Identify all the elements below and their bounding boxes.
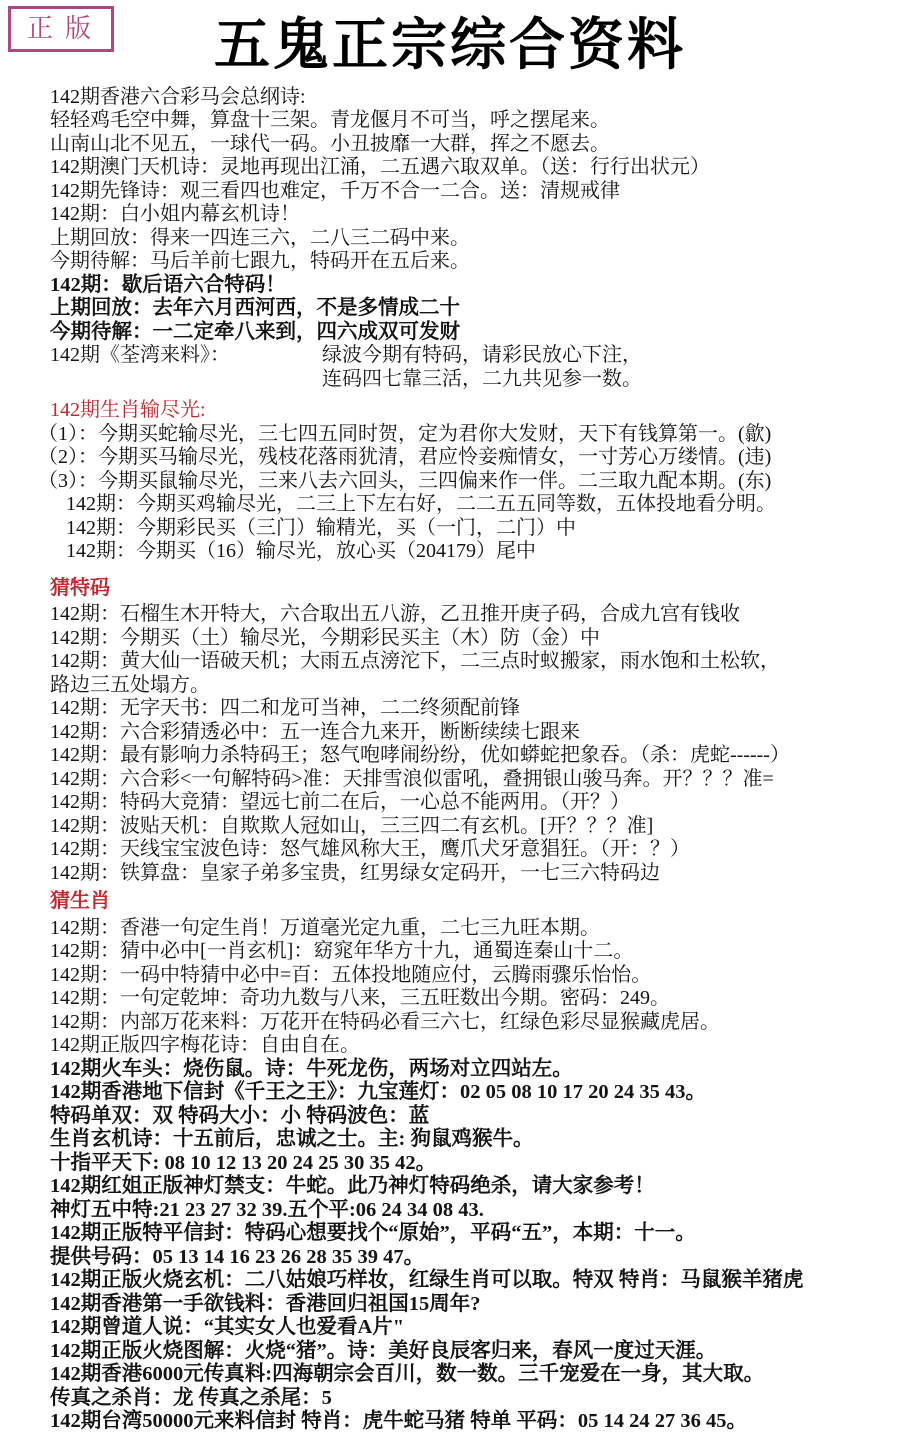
text-line: 142期曾道人说：“其实女人也爱看A片": [50, 1316, 405, 1339]
text-line: （2）：今期买马输尽光，残枝花落雨犹清，君应怜妾痴情女，一寸芳心万缕情。(违): [38, 446, 772, 469]
text-line: 142期：波贴天机：自欺欺人冠如山，三三四二有玄机。[开？？？准]: [50, 814, 654, 837]
text-line: 绿波今期有特码，请彩民放心下注，: [322, 344, 642, 367]
text-line: 142期：歇后语六合特码！: [50, 273, 286, 296]
text-line: 142期正版四字梅花诗：自由自在。: [50, 1034, 360, 1057]
text-line: 142期：香港一句定生肖！万道毫光定九重，二七三九旺本期。: [50, 916, 600, 939]
section-heading: 猜生肖: [50, 890, 110, 913]
text-line: 神灯五中特:21 23 27 32 39.五个平:06 24 34 08 43.: [50, 1198, 484, 1221]
text-line: 142期正版特平信封：特码心想要找个“原始”，平码“五”，本期：十一。: [50, 1222, 696, 1245]
text-line: 142期澳门天机诗：灵地再现出江涌，二五遇六取双单。（送：行行出状元）: [50, 156, 710, 179]
text-line: 142期台湾50000元来料信封 特肖：虎牛蛇马猪 特单 平码：05 14 24 27 36 45。: [50, 1410, 747, 1433]
text-line: 142期先锋诗：观三看四也难定，千万不合一二合。送：清规戒律: [50, 179, 620, 202]
text-line: 142期：内部万花来料：万花开在特码必看三六七，红绿色彩尽显猴藏虎居。: [50, 1010, 720, 1033]
text-line: 142期红姐正版神灯禁支：牛蛇。此乃神灯特码绝杀，请大家参考！: [50, 1175, 655, 1198]
text-line: 路边三五处塌方。: [50, 673, 210, 696]
text-line: 142期香港第一手欲钱料：香港回归祖国15周年?: [50, 1292, 481, 1315]
text-line: 142期：特码大竞猜：望远七前二在后，一心总不能两用。（开？）: [50, 791, 630, 814]
text-line: 生肖玄机诗：十五前后，忠诚之士。主: 狗鼠鸡猴牛。: [50, 1128, 534, 1151]
line-right-column: [322, 344, 642, 391]
section-heading: 猜特码: [50, 576, 110, 599]
text-line: 142期香港6000元传真料:四海朝宗会百川，数一数。三千宠爱在一身，其大取。: [50, 1363, 765, 1386]
two-column-line: [50, 344, 900, 391]
text-line: 特码单双：双 特码大小：小 特码波色：蓝: [50, 1104, 430, 1127]
text-line: 142期：六合彩<一句解特码>准：天排雪浪似雷吼，叠拥银山骏马奔。开？？？准=: [50, 767, 774, 790]
text-line: 142期：白小姐内幕玄机诗！: [50, 203, 300, 226]
text-line: 传真之杀肖：龙 传真之杀尾：5: [50, 1386, 332, 1409]
text-line: 142期：一码中特猜中必中=百：五体投地随应付，云腾雨骤乐怡怡。: [50, 963, 652, 986]
text-line: 142期香港六合彩马会总纲诗:: [50, 85, 306, 108]
text-line: 山南山北不见五，一球代一码。小丑披靡一大群，挥之不愿去。: [50, 132, 610, 155]
text-line: 142期：一句定乾坤：奇功九数与八来，三五旺数出今期。密码：249。: [50, 987, 670, 1010]
text-line: 十指平天下: 08 10 12 13 20 24 25 30 35 42。: [50, 1151, 437, 1174]
text-line: 142期：铁算盘：皇家子弟多宝贵，红男绿女定码开，一七三六特码边: [50, 861, 660, 884]
page-title: 五鬼正宗综合资料: [214, 15, 686, 77]
text-line: 今期待解：一二定牵八来到，四六成双可发财: [50, 320, 460, 343]
authentic-badge: 正版: [8, 6, 114, 52]
text-line: 上期回放：去年六月西河西，不是多情成二十: [50, 297, 460, 320]
text-line: 142期正版火烧图解：火烧“猪”。诗：美好良辰客归来，春风一度过天涯。: [50, 1339, 717, 1362]
text-line: 142期火车头：烧伤鼠。诗：牛死龙伤，两场对立四站左。: [50, 1057, 573, 1080]
text-line: 142期：最有影响力杀特码王；怒气咆哮闹纷纷，优如蟒蛇把象吞。（杀：虎蛇------）: [50, 744, 790, 767]
text-line: 142期：今期买（土）输尽光，今期彩民买主（木）防（金）中: [50, 626, 600, 649]
text-line: 上期回放：得来一四连三六，二八三二码中来。: [50, 226, 470, 249]
text-line: 142期：今期彩民买（三门）输精光，买（一门，二门）中: [66, 516, 576, 539]
text-line: 142期：猜中必中[一肖玄机]：窈窕年华方十九，通蜀连秦山十二。: [50, 940, 634, 963]
text-line: 今期待解：马后羊前七跟九，特码开在五后来。: [50, 250, 470, 273]
text-line: 连码四七靠三活，二九共见参一数。: [322, 367, 642, 390]
text-line: 142期：黄大仙一语破天机；大雨五点滂沱下，二三点时蚁搬家，雨水饱和土松软，: [50, 650, 780, 673]
text-line: 142期香港地下信封《千王之王》：九宝莲灯：02 05 08 10 17 20 24 35 43。: [50, 1081, 706, 1104]
section-heading: 142期生肖输尽光:: [50, 399, 206, 422]
text-line: 142期：六合彩猜透必中：五一连合九来开，断断续续七跟来: [50, 720, 580, 743]
text-line: 142期：无字天书：四二和龙可当神，二二终须配前锋: [50, 697, 520, 720]
line-label: 142期《荃湾来料》：: [50, 344, 230, 367]
text-line: 142期：石榴生木开特大，六合取出五八游，乙丑推开庚子码，合成九宫有钱收: [50, 603, 740, 626]
text-line: 142期：今期买（16）输尽光，放心买（204179）尾中: [66, 540, 536, 563]
text-line: 142期：天线宝宝波色诗：怒气雄风称大王，鹰爪犬牙意猖狂。（开：？）: [50, 838, 690, 861]
content-lines: [0, 86, 900, 1434]
text-line: 142期正版火烧玄机：二八姑娘巧样妆，红绿生肖可以取。特双 特肖：马鼠猴羊猪虎: [50, 1269, 804, 1292]
text-line: 142期：今期买鸡输尽光，二三上下左右好，二二五五同等数，五体投地看分明。: [66, 493, 776, 516]
text-line: 提供号码：05 13 14 16 23 26 28 35 39 47。: [50, 1245, 425, 1268]
text-line: （1）：今期买蛇输尽光，三七四五同时贺，定为君你大发财，天下有钱算第一。(歙): [38, 422, 772, 445]
text-line: 轻轻鸡毛空中舞，算盘十三架。青龙偃月不可当，呼之摆尾来。: [50, 109, 610, 132]
text-line: （3）：今期买鼠输尽光，三来八去六回头，三四偏来作一伴。二三取九配本期。(东): [38, 469, 772, 492]
